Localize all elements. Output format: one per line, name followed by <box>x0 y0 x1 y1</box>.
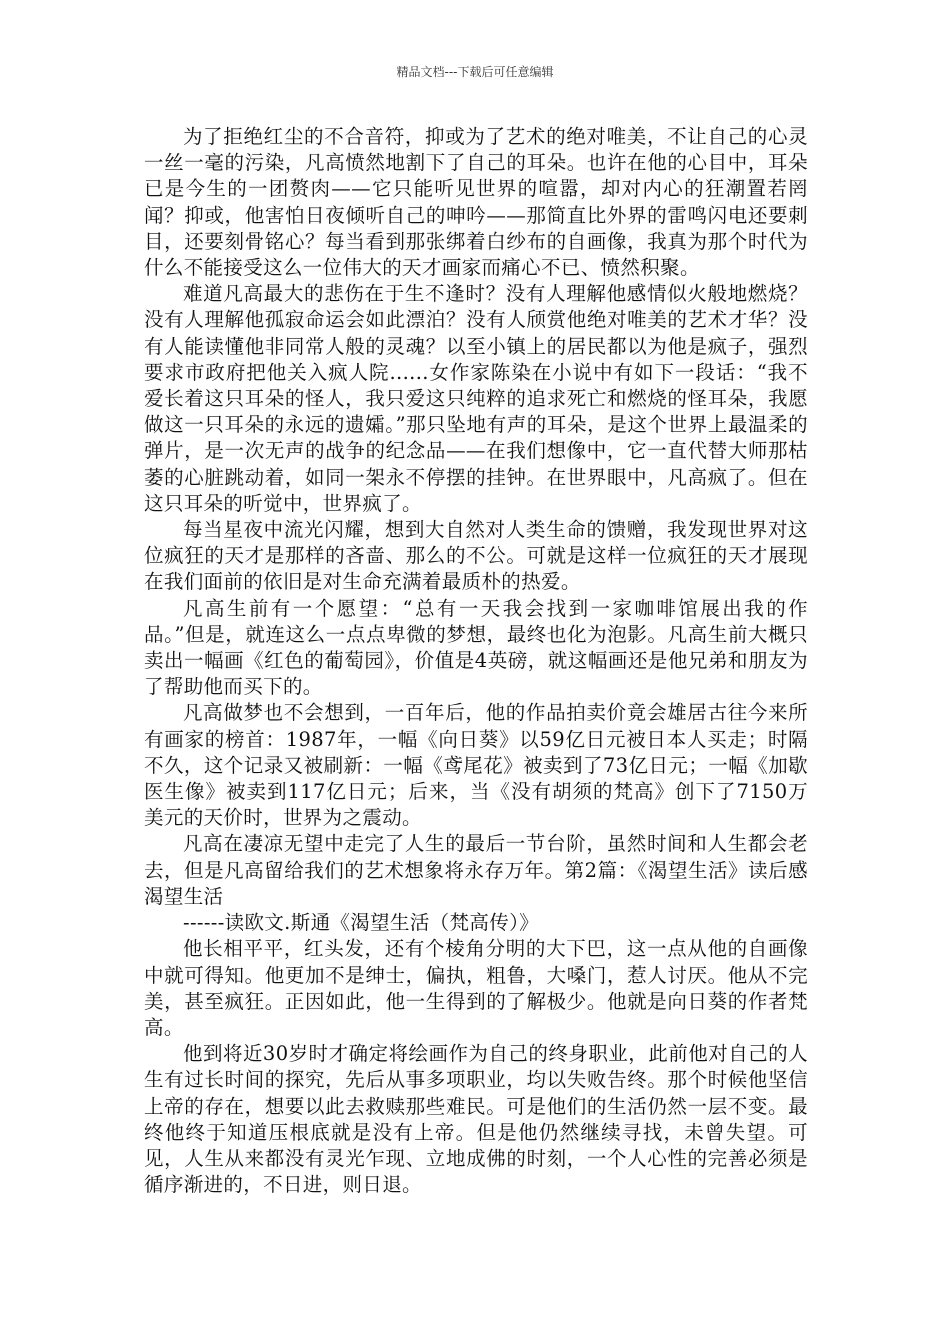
paragraph: 凡高生前有一个愿望：“总有一天我会找到一家咖啡馆展出我的作品。”但是，就连这么一点点卑微的梦想，最终也化为泡影。凡高生前大概只卖出一幅画《红色的葡萄园》，价值是4英磅，就这幅画还是他兄弟和朋友为了帮助他而买下的。 <box>144 596 808 699</box>
paragraph: 凡高做梦也不会想到，一百年后，他的作品拍卖价竟会雄居古往今来所有画家的榜首：1987年，一幅《向日葵》以59亿日元被日本人买走；时隔不久，这个记录又被刷新：一幅《鸢尾花》被卖到了73亿日元；一幅《加歇医生像》被卖到117亿日元；后来，当《没有胡须的梵高》创下了7150万美元的天价时，世界为之震动。 <box>144 701 808 830</box>
paragraph: 每当星夜中流光闪耀，想到大自然对人类生命的馈赠，我发现世界对这位疯狂的天才是那样的吝啬、那么的不公。可就是这样一位疯狂的天才展现在我们面前的依旧是对生命充满着最质朴的热爱。 <box>144 518 808 594</box>
paragraph: 难道凡高最大的悲伤在于生不逢时？没有人理解他感情似火般地燃烧？没有人理解他孤寂命运会如此漂泊？没有人颀赏他绝对唯美的艺术才华？没有人能读懂他非同常人般的灵魂？以至小镇上的居民都以为他是疯子，强烈要求市政府把他关入疯人院......女作家陈染在小说中有如下一段话：“我不爱长着这只耳朵的怪人，我只爱这只纯粹的追求死亡和燃烧的怪耳朵，我愿做这一只耳朵的永远的遗孀。”那只坠地有声的耳朵，是这个世界上最温柔的弹片，是一次无声的战争的纪念品——在我们想像中，它一直代替大师那枯萎的心脏跳动着，如同一架永不停摆的挂钟。在世界眼中，凡高疯了。但在这只耳朵的听觉中，世界疯了。 <box>144 282 808 515</box>
paragraph: 他长相平平，红头发，还有个棱角分明的大下巴，这一点从他的自画像中就可得知。他更加不是绅士，偏执，粗鲁，大嗓门，惹人讨厌。他从不完美，甚至疯狂。正因如此，他一生得到的了解极少。他就是向日葵的作者梵高。 <box>144 937 808 1039</box>
paragraph: 他到将近30岁时才确定将绘画作为自己的终身职业，此前他对自己的人生有过长时间的探究，先后从事多项职业，均以失败告终。那个时候他坚信上帝的存在，想要以此去救赎那些难民。可是他们的生活仍然一层不变。最终他终于知道压根底就是没有上帝。但是他仍然继续寻找，未曾失望。可见，人生从来都没有灵光乍现、立地成佛的时刻，一个人心性的完善必须是循序渐进的，不日进，则日退。 <box>144 1042 808 1197</box>
paragraph: 为了拒绝红尘的不合音符，抑或为了艺术的绝对唯美，不让自己的心灵一丝一毫的污染，凡高愤然地割下了自己的耳朵。也许在他的心目中，耳朵已是今生的一团赘肉——它只能听见世界的喧嚣，却对内心的狂潮置若罔闻？抑或，他害怕日夜倾听自己的呻吟——那简直比外界的雷鸣闪电还要刺目，还要刻骨铭心？每当看到那张绑着白纱布的自画像，我真为那个时代为什么不能接受这么一位伟大的天才画家而痛心不已、愤然积聚。 <box>144 125 808 280</box>
subtitle-line: ------读欧文.斯通《渴望生活（梵高传）》 <box>183 911 540 935</box>
page-header: 精品文档---下载后可任意编辑 <box>396 65 554 79</box>
document-body <box>144 124 808 1198</box>
paragraph: 凡高在凄凉无望中走完了人生的最后一节台阶，虽然时间和人生都会老去，但是凡高留给我们的艺术想象将永存万年。第2篇：《渴望生活》读后感渴望生活 <box>144 832 808 908</box>
